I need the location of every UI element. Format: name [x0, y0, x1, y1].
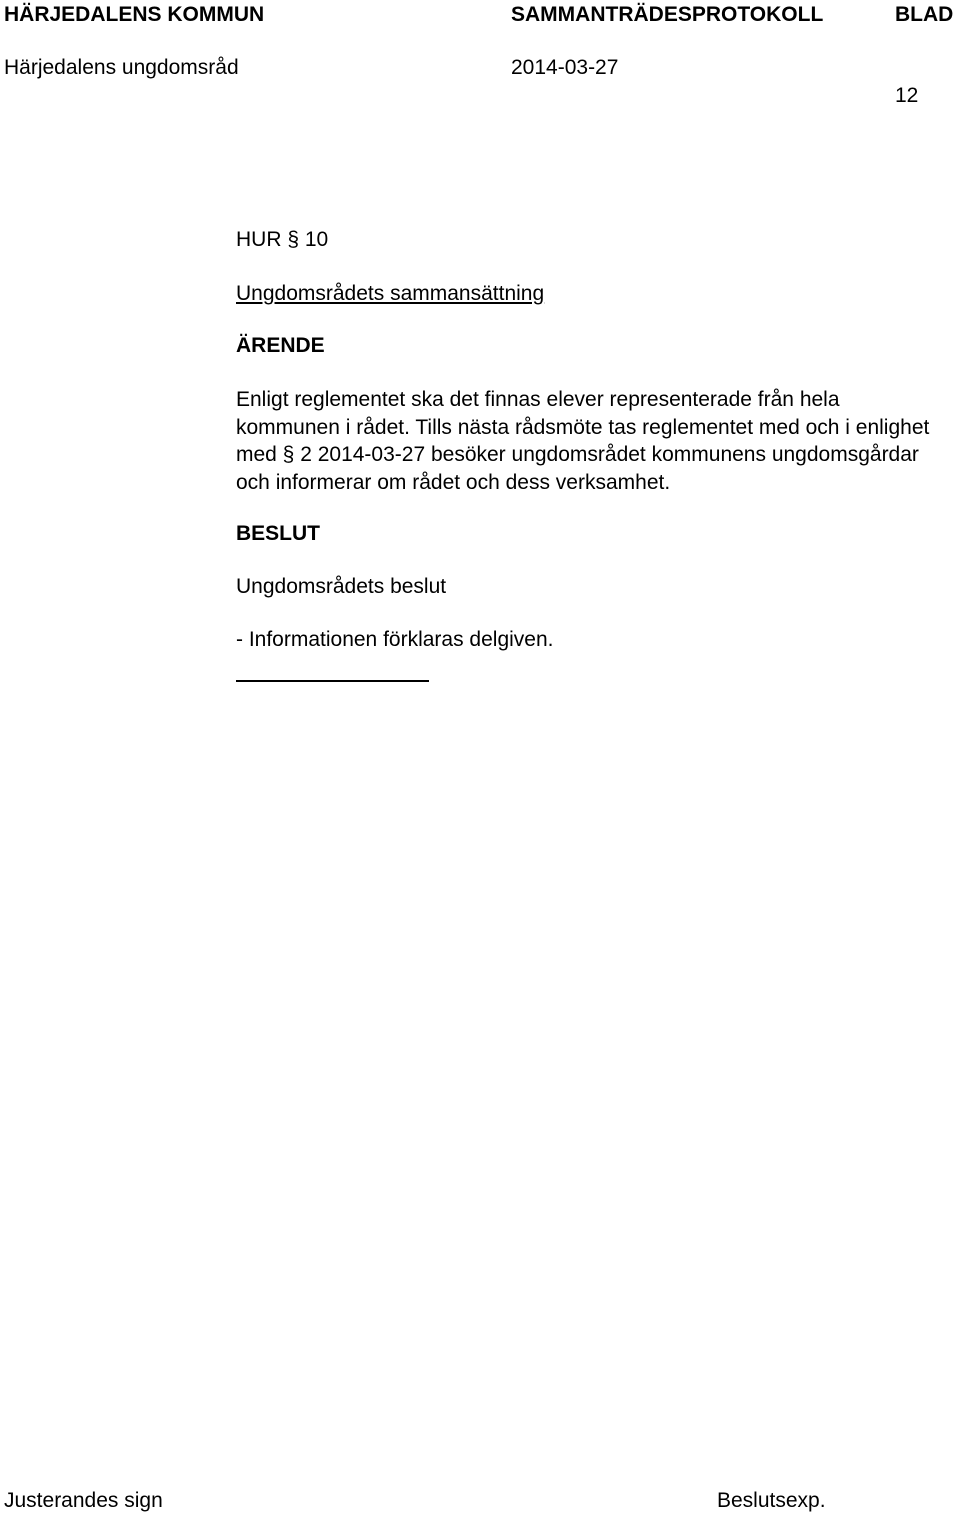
beslut-text: - Informationen förklaras delgiven.	[236, 628, 554, 651]
committee-name: Härjedalens ungdomsråd	[4, 56, 239, 79]
beslut-heading: BESLUT	[236, 522, 320, 545]
justerandes-sign-label: Justerandes sign	[4, 1489, 163, 1512]
meeting-date: 2014-03-27	[511, 56, 619, 79]
blad-label: BLAD	[895, 3, 954, 26]
beslut-intro: Ungdomsrådets beslut	[236, 575, 447, 598]
arende-heading: ÄRENDE	[236, 334, 325, 357]
document-type: SAMMANTRÄDESPROTOKOLL	[511, 3, 824, 26]
org-name: HÄRJEDALENS KOMMUN	[4, 3, 265, 26]
page-number: 12	[895, 84, 919, 107]
item-title: Ungdomsrådets sammansättning	[236, 282, 545, 305]
section-divider	[236, 680, 429, 682]
beslutsexp-label: Beslutsexp.	[717, 1489, 826, 1512]
item-reference: HUR § 10	[236, 228, 329, 251]
arende-text: Enligt reglementet ska det finnas elever representerade från hela kommunen i rådet. Tills nästa rådsmöte tas reglementet med och i enlighet med § 2 2014-03-27 besöker ungdomsrådet kommunens ungdomsgårdar och informerar om rådet och dess verksamhet.	[236, 388, 930, 494]
